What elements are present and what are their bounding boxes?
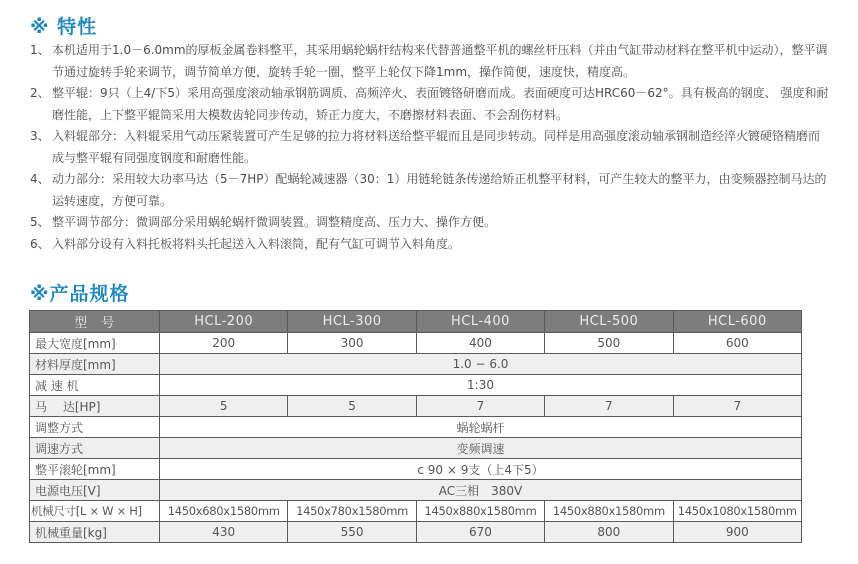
- cell-merged: 变频调速: [160, 438, 802, 459]
- cell: 200: [160, 333, 288, 354]
- header-model: HCL-600: [673, 311, 801, 333]
- specs-heading: ※产品规格: [30, 283, 130, 305]
- cell: 900: [673, 522, 801, 543]
- row-label: 最大宽度[mm]: [30, 333, 160, 354]
- feature-number: 3、: [30, 129, 50, 143]
- table-row: [30, 459, 802, 480]
- cell: 300: [288, 333, 416, 354]
- cell: 1450x680x1580mm: [160, 501, 288, 522]
- table-row: [30, 438, 802, 459]
- cell: 5: [160, 396, 288, 417]
- cell-merged: c 90 × 9支（上4下5）: [160, 459, 802, 480]
- table-header-row: [30, 311, 802, 333]
- spec-table: [29, 310, 802, 543]
- header-model: HCL-400: [416, 311, 544, 333]
- cell: 400: [416, 333, 544, 354]
- cell: 1450x1080x1580mm: [673, 501, 801, 522]
- feature-item: [30, 40, 830, 83]
- cell: 5: [288, 396, 416, 417]
- row-label: 调速方式: [30, 438, 160, 459]
- feature-item: [30, 83, 830, 126]
- feature-number: 4、: [30, 172, 50, 186]
- feature-text: 整平辊：9只（上4/下5）采用高强度滚动轴承钢筋调质、高频淬火、表面镀铬研磨而成。表面硬度可达HRC60－62°。具有极高的钢度、 强度和耐磨性能，上下整平辊筒采用大模数齿轮同步传动，矫正力度大，不磨擦材料表面、不会刮伤材料。: [52, 86, 829, 122]
- cell: 670: [416, 522, 544, 543]
- table-row: [30, 354, 802, 375]
- cell: 1450x880x1580mm: [545, 501, 673, 522]
- row-label: 减 速 机: [30, 375, 160, 396]
- cell: 1450x780x1580mm: [288, 501, 416, 522]
- cell: 7: [416, 396, 544, 417]
- cell: 800: [545, 522, 673, 543]
- row-label: 调整方式: [30, 417, 160, 438]
- cell: 7: [673, 396, 801, 417]
- cell: 600: [673, 333, 801, 354]
- feature-text: 入料辊部分：入料辊采用气动压紧装置可产生足够的拉力将材料送给整平辊而且是同步转动。同样是用高强度滚动轴承钢制造经淬火镀硬铬精磨而成与整平辊有同强度钢度和耐磨性能。: [52, 129, 821, 165]
- header-model-label: 型 号: [30, 311, 160, 333]
- feature-text: 动力部分：采用较大功率马达（5－7HP）配蜗轮减速器（30：1）用链轮链条传递给矫正机整平材料，可产生较大的整平力，由变频器控制马达的运转速度，方便可靠。: [52, 172, 827, 208]
- cell: 500: [545, 333, 673, 354]
- features-heading: ※ 特性: [30, 16, 98, 38]
- feature-item: [30, 234, 830, 256]
- table-row: [30, 417, 802, 438]
- feature-number: 5、: [30, 215, 50, 229]
- table-row: [30, 501, 802, 522]
- cell: 1450x880x1580mm: [416, 501, 544, 522]
- feature-item: [30, 169, 830, 212]
- header-model: HCL-300: [288, 311, 416, 333]
- cell-merged: AC三相 380V: [160, 480, 802, 501]
- header-model: HCL-500: [545, 311, 673, 333]
- table-row: [30, 375, 802, 396]
- header-model: HCL-200: [160, 311, 288, 333]
- table-row: [30, 522, 802, 543]
- cell-merged: 蜗轮蜗杆: [160, 417, 802, 438]
- table-row: [30, 333, 802, 354]
- feature-text: 整平调节部分：微调部分采用蜗轮蜗杆微调装置。调整精度高、压力大、操作方便。: [52, 215, 497, 229]
- row-label: 整平滚轮[mm]: [30, 459, 160, 480]
- cell: 7: [545, 396, 673, 417]
- feature-number: 6、: [30, 236, 50, 251]
- feature-text: 本机适用于1.0－6.0mm的厚板金属卷料整平，其采用蜗轮蜗杆结构来代替普通整平机的螺丝杆压料（并由气缸带动材料在整平机中运动），整平调节通过旋转手轮来调节，调节简单方便，旋转手轮一圈，整平上轮仅下降1mm，操作简便，速度快，精度高。: [52, 43, 828, 79]
- table-row: [30, 396, 802, 417]
- table-row: [30, 480, 802, 501]
- row-label: 机械重量[kg]: [30, 522, 160, 543]
- cell: 550: [288, 522, 416, 543]
- feature-item: [30, 126, 830, 169]
- feature-number: 1、: [30, 43, 50, 57]
- row-label: 马 达[HP]: [30, 396, 160, 417]
- cell: 430: [160, 522, 288, 543]
- row-label: 材料厚度[mm]: [30, 354, 160, 375]
- feature-text: 入料部分设有入料托板将料头托起送入入料滚筒，配有气缸可调节入料角度。: [52, 236, 461, 251]
- cell-merged: 1:30: [160, 375, 802, 396]
- feature-item: [30, 212, 830, 234]
- cell-merged: 1.0 − 6.0: [160, 354, 802, 375]
- feature-number: 2、: [30, 86, 50, 100]
- features-list: [30, 40, 830, 255]
- row-label: 机械尺寸[L × W × H]: [30, 501, 160, 522]
- row-label: 电源电压[V]: [30, 480, 160, 501]
